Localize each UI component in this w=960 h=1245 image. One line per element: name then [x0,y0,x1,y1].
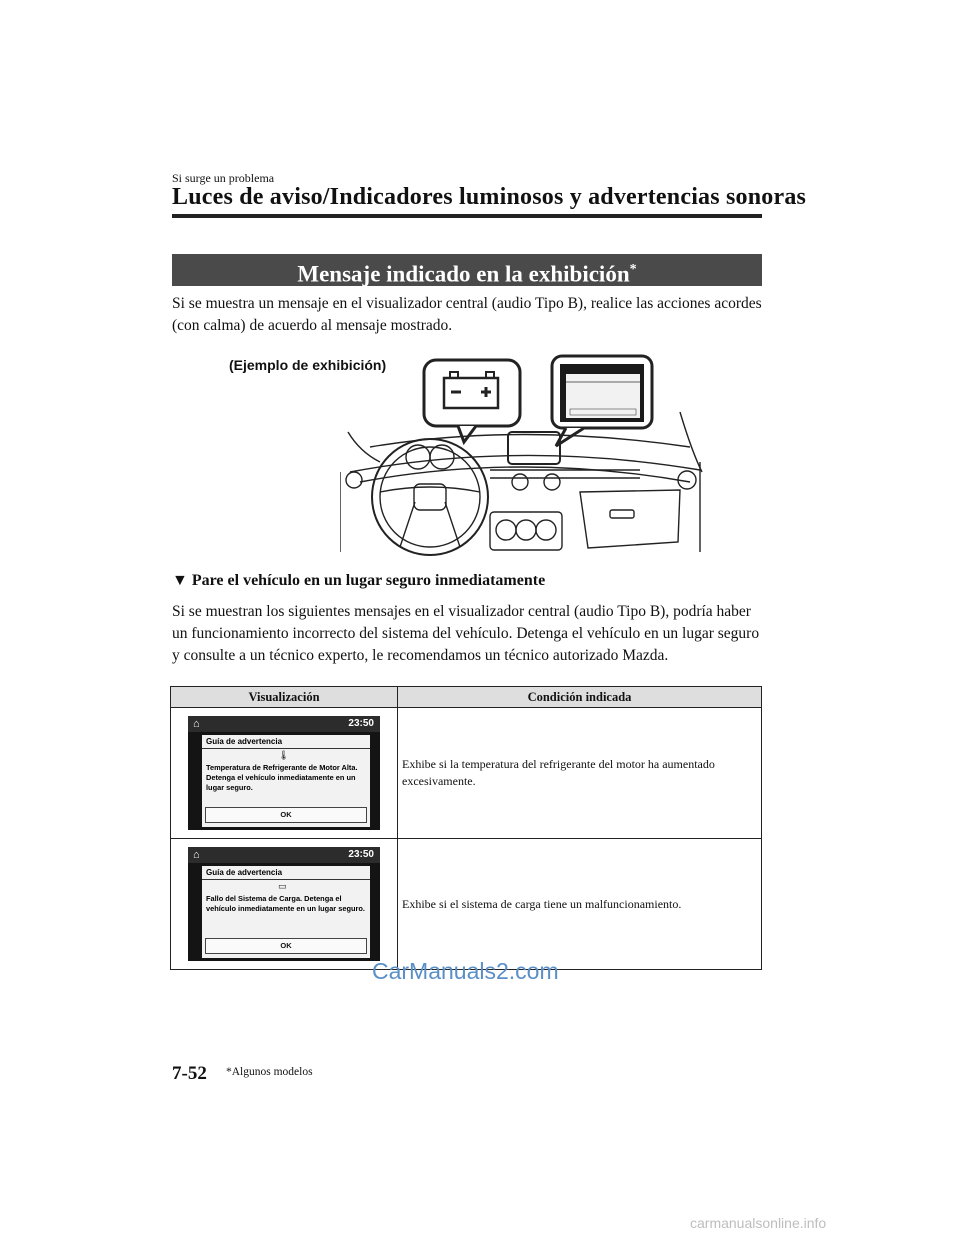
condition-cell: Exhibe si el sistema de carga tiene un malfuncionamiento. [398,839,762,970]
condition-cell: Exhibe si la temperatura del refrigerante del motor ha aumentado excesivamente. [398,708,762,839]
table-row [171,839,762,970]
subsection-heading [172,572,545,590]
illustration-label: (Ejemplo de exhibición) [229,357,387,373]
table-header-row [171,687,762,708]
ok-button[interactable]: OK [205,807,367,823]
battery-icon: ▭ [278,881,287,891]
page-number: 7-52 [172,1063,207,1084]
footnote: *Algunos modelos [226,1066,313,1078]
banner-marker: * [629,262,637,277]
dialog-title: Guía de advertencia [206,737,283,746]
home-icon: ⌂ [193,718,200,730]
warning-dialog [202,735,370,827]
home-icon: ⌂ [193,849,200,861]
title-rule [172,214,762,218]
dialog-message: Fallo del Sistema de Carga. Detenga el vehículo inmediatamente en un lugar seguro. [206,894,365,913]
dialog-divider [202,748,370,749]
watermark-link[interactable]: CarManuals2.com [372,958,559,984]
site-watermark: carmanualsonline.info [690,1215,827,1231]
battery-callout [424,360,520,426]
triangle-arrow-icon: ▼ [172,572,188,589]
warning-dialog [202,866,370,958]
table-row [171,708,762,839]
dialog-message: Temperatura de Refrigerante de Motor Alta. Detenga el vehículo inmediatamente en un lugar seguro. [206,763,358,792]
subsection-paragraph: Si se muestran los siguientes mensajes en el visualizador central (audio Tipo B), podría haber un funcionamiento incorrecto del sistema del vehículo. Detenga el vehículo en un lugar seguro y consulte a un técnico experto, le recomendamos un técnico autorizado Mazda. [172,603,760,664]
dialog-title: Guía de advertencia [206,868,283,877]
message-table [170,686,762,970]
section-banner [172,254,762,286]
subsection-title: Pare el vehículo en un lugar seguro inmediatamente [191,572,546,589]
column-header-condition: Condición indicada [398,687,762,708]
ok-button[interactable]: OK [205,938,367,954]
column-header-display: Visualización [171,687,398,708]
display-cell [171,708,398,839]
screen-clock: 23:50 [348,718,374,729]
chapter-title: Luces de aviso/Indicadores luminosos y advertencias sonoras [172,184,807,210]
intro-paragraph: Si se muestra un mensaje en el visualizador central (audio Tipo B), realice las acciones acordes (con calma) de acuerdo al mensaje mostrado. [172,295,762,334]
center-display-screen [188,716,380,830]
display-cell [171,839,398,970]
banner-title: Mensaje indicado en la exhibición [297,261,630,287]
coolant-temperature-icon: 🌡 [278,750,290,760]
screen-clock: 23:50 [348,849,374,860]
dashboard-illustration [340,352,710,557]
dialog-divider [202,879,370,880]
section-label: Si surge un problema [172,171,275,185]
center-display-screen [188,847,380,961]
